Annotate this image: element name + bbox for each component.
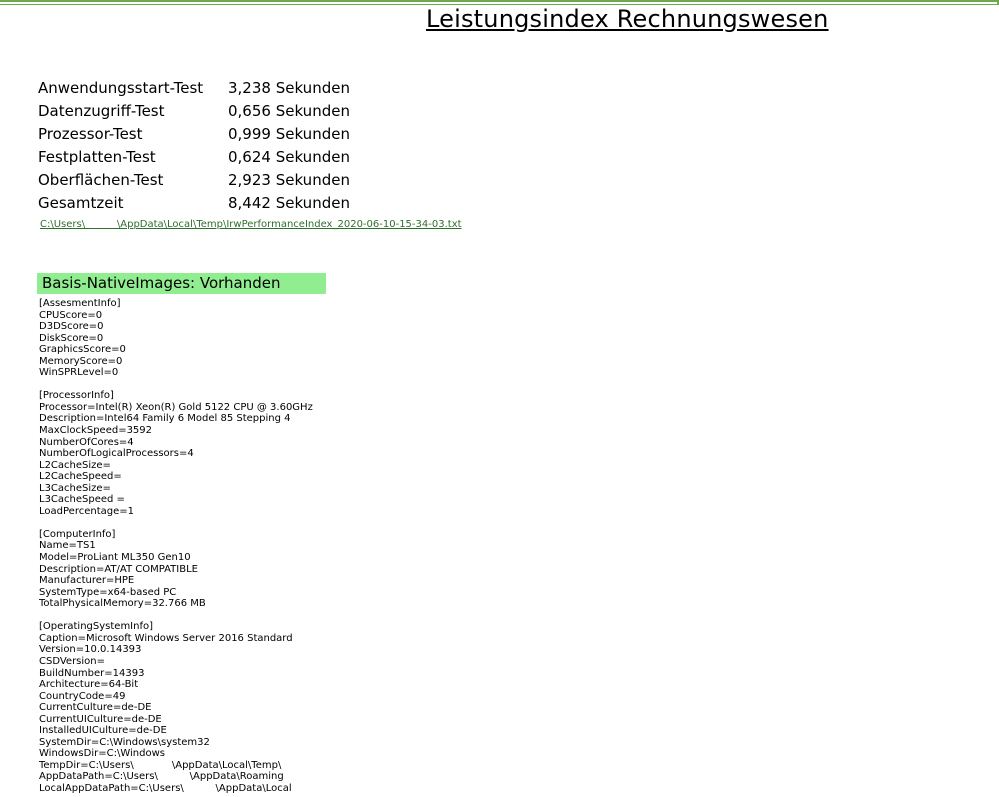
sysinfo-section-header: [ProcessorInfo]: [39, 390, 114, 402]
sysinfo-line: CSDVersion=: [39, 655, 106, 667]
native-images-badge: Basis-NativeImages: Vorhanden: [37, 273, 326, 294]
sysinfo-line: SystemType=x64-based PC: [39, 586, 177, 598]
sysinfo-line: TempDir=C:\Users\ \AppData\Local\Temp\: [39, 759, 282, 771]
sysinfo-line: MemoryScore=0: [39, 355, 123, 367]
result-row: [38, 100, 358, 123]
sysinfo-line: MaxClockSpeed=3592: [39, 425, 153, 437]
sysinfo-line: D3DScore=0: [39, 321, 104, 333]
sysinfo-line: WindowsDir=C:\Windows: [39, 748, 165, 760]
sysinfo-line: Description=AT/AT COMPATIBLE: [39, 563, 198, 575]
sysinfo-line: L3CacheSpeed =: [39, 494, 125, 506]
result-row-total: [38, 192, 358, 215]
sysinfo-line: BuildNumber=14393: [39, 667, 145, 679]
result-value: 0,999 Sekunden: [228, 125, 350, 143]
result-label: Festplatten-Test: [38, 148, 156, 166]
sysinfo-line: Model=ProLiant ML350 Gen10: [39, 552, 191, 564]
result-row: [38, 146, 358, 169]
log-file-link[interactable]: C:\Users\ \AppData\Local\Temp\IrwPerformanceIndex_2020-06-10-15-34-03.txt: [40, 219, 462, 230]
page-title: Leistungsindex Rechnungswesen: [426, 5, 829, 33]
result-label: Prozessor-Test: [38, 125, 143, 143]
system-info-block: [39, 298, 313, 795]
sysinfo-line: AppDataPath=C:\Users\ \AppData\Roaming: [39, 771, 284, 783]
sysinfo-line: Manufacturer=HPE: [39, 575, 135, 587]
results-table: [38, 77, 358, 215]
sysinfo-line: InstalledUICulture=de-DE: [39, 725, 167, 737]
sysinfo-line: NumberOfCores=4: [39, 436, 134, 448]
sysinfo-line: WinSPRLevel=0: [39, 367, 119, 379]
sysinfo-blank-line: [39, 610, 313, 622]
result-label: Oberflächen-Test: [38, 171, 164, 189]
sysinfo-line: Processor=Intel(R) Xeon(R) Gold 5122 CPU @ 3.60GHz: [39, 401, 313, 413]
sysinfo-section-header: [AssesmentInfo]: [39, 298, 121, 309]
sysinfo-line: GraphicsScore=0: [39, 344, 126, 356]
result-row: [38, 123, 358, 146]
result-label: Datenzugriff-Test: [38, 102, 165, 120]
sysinfo-blank-line: [39, 517, 313, 529]
result-value: 0,624 Sekunden: [228, 148, 350, 166]
sysinfo-line: SystemDir=C:\Windows\system32: [39, 736, 210, 748]
sysinfo-line: Caption=Microsoft Windows Server 2016 Standard: [39, 632, 293, 644]
sysinfo-line: CPUScore=0: [39, 309, 103, 321]
sysinfo-line: TotalPhysicalMemory=32.766 MB: [39, 598, 206, 610]
sysinfo-line: L2CacheSpeed=: [39, 471, 122, 483]
sysinfo-line: L2CacheSize=: [39, 459, 111, 471]
sysinfo-line: DiskScore=0: [39, 332, 104, 344]
sysinfo-line: CurrentCulture=de-DE: [39, 702, 152, 714]
result-value: 3,238 Sekunden: [228, 79, 350, 97]
sysinfo-line: CountryCode=49: [39, 690, 126, 702]
sysinfo-line: LoadPercentage=1: [39, 505, 134, 517]
sysinfo-line: Description=Intel64 Family 6 Model 85 Stepping 4: [39, 413, 291, 425]
result-row: [38, 169, 358, 192]
result-value: 0,656 Sekunden: [228, 102, 350, 120]
result-row: [38, 77, 358, 100]
sysinfo-section-header: [OperatingSystemInfo]: [39, 621, 154, 633]
result-label: Anwendungsstart-Test: [38, 79, 204, 97]
result-value: 2,923 Sekunden: [228, 171, 350, 189]
result-value: 8,442 Sekunden: [228, 194, 350, 212]
sysinfo-line: L3CacheSize=: [39, 482, 111, 494]
sysinfo-blank-line: [39, 379, 313, 391]
sysinfo-line: Name=TS1: [39, 540, 96, 552]
sysinfo-line: CurrentUICulture=de-DE: [39, 713, 162, 725]
sysinfo-line: Version=10.0.14393: [39, 644, 142, 656]
sysinfo-line: Architecture=64-Bit: [39, 679, 139, 691]
sysinfo-line: LocalAppDataPath=C:\Users\ \AppData\Local: [39, 782, 292, 794]
result-label: Gesamtzeit: [38, 194, 124, 212]
sysinfo-section-header: [ComputerInfo]: [39, 528, 116, 540]
sysinfo-line: NumberOfLogicalProcessors=4: [39, 448, 194, 460]
